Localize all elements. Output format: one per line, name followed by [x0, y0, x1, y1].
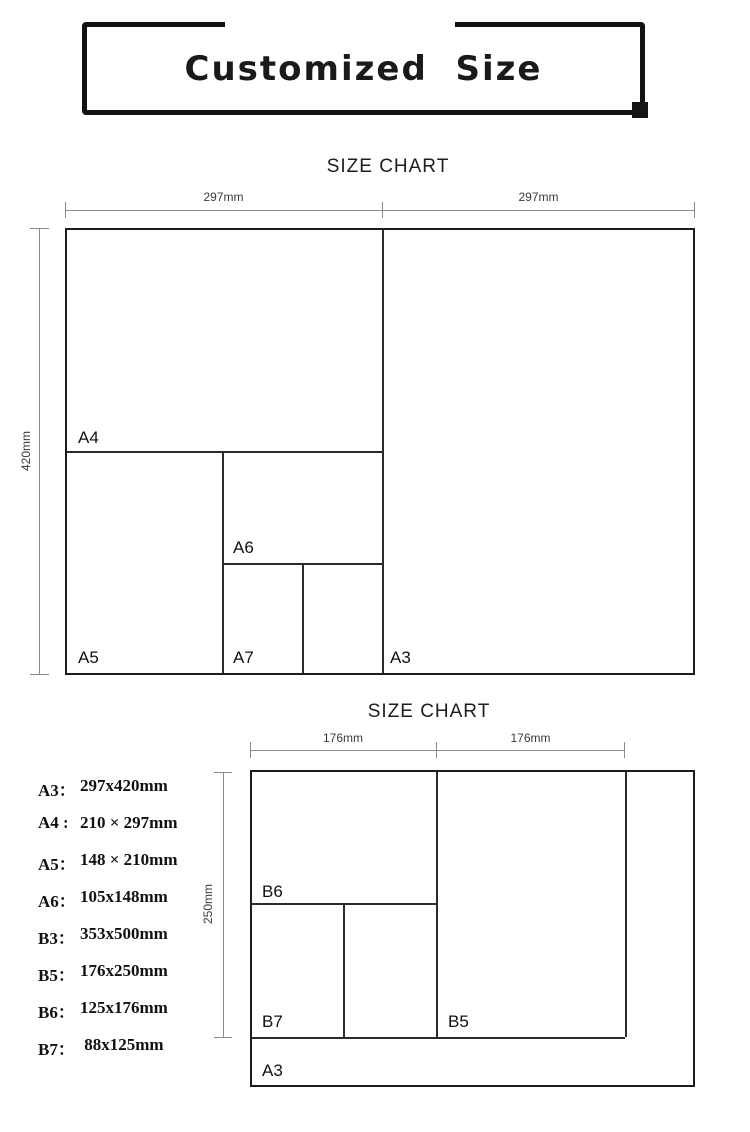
banner-title: Customized Size: [184, 48, 543, 89]
chart1-dim-tick: [30, 228, 49, 229]
region-label-a3-strip: A3: [262, 1061, 283, 1080]
chart1-diagram: [65, 228, 695, 675]
divider-b5-right: [625, 772, 627, 1037]
size-code: B7：: [38, 1040, 75, 1059]
size-value: 125x176mm: [80, 998, 168, 1017]
list-item: [38, 1035, 238, 1072]
chart1-top-dim-line: [65, 210, 695, 211]
size-value: 297x420mm: [80, 776, 168, 795]
region-label-b6: B6: [262, 882, 283, 901]
size-value: 176x250mm: [80, 961, 168, 980]
banner-corner-square: [632, 102, 648, 118]
divider-b6-right: [436, 772, 438, 1037]
region-label-b5: B5: [448, 1012, 469, 1031]
list-item: [38, 850, 238, 887]
banner: [82, 22, 645, 115]
region-label-a4: A4: [78, 428, 99, 447]
divider-b-bottom: [252, 1037, 625, 1039]
chart2-title: SIZE CHART: [367, 701, 491, 722]
chart1-left-dim-line: [39, 228, 40, 675]
chart1-dim-top-right: 297mm: [518, 190, 559, 204]
size-code: B3：: [38, 929, 75, 948]
size-value: 353x500mm: [80, 924, 168, 943]
size-value: 88x125mm: [80, 1035, 164, 1054]
chart1-title: SIZE CHART: [326, 156, 450, 177]
chart1-dim-tick: [30, 674, 49, 675]
list-item: [38, 813, 238, 850]
list-item: [38, 924, 238, 961]
list-item: [38, 998, 238, 1035]
divider-b7-right: [343, 903, 345, 1037]
banner-top-border-gap: [225, 22, 455, 27]
size-code: A6：: [38, 892, 76, 911]
region-label-a3: A3: [390, 648, 411, 667]
size-code: A5：: [38, 855, 76, 874]
region-label-a5: A5: [78, 648, 99, 667]
size-code: A3：: [38, 781, 76, 800]
region-label-a7: A7: [233, 648, 254, 667]
size-code: B6：: [38, 1003, 75, 1022]
chart1-dim-left: 420mm: [19, 431, 33, 472]
chart2-top-dim-line: [250, 750, 625, 751]
chart1-dim-top-left: 297mm: [203, 190, 244, 204]
size-list: [38, 776, 238, 1072]
size-code: A4 :: [38, 813, 69, 832]
size-value: 148 × 210mm: [80, 850, 178, 869]
divider-a7-right: [302, 563, 304, 673]
list-item: [38, 961, 238, 998]
chart2-diagram: [250, 770, 695, 1087]
divider-a4-bottom: [67, 451, 382, 453]
divider-a5-right: [222, 451, 224, 673]
chart2-dim-top-left: 176mm: [322, 731, 363, 745]
region-label-a6: A6: [233, 538, 254, 557]
region-label-b7: B7: [262, 1012, 283, 1031]
chart2-dim-top-right: 176mm: [510, 731, 551, 745]
size-value: 105x148mm: [80, 887, 168, 906]
size-code: B5：: [38, 966, 75, 985]
size-value: 210 × 297mm: [80, 813, 178, 832]
list-item: [38, 887, 238, 924]
list-item: [38, 776, 238, 813]
divider-a3: [382, 230, 384, 673]
chart2-dim-tick: [214, 772, 232, 773]
chart2-dim-left: 250mm: [201, 884, 215, 925]
